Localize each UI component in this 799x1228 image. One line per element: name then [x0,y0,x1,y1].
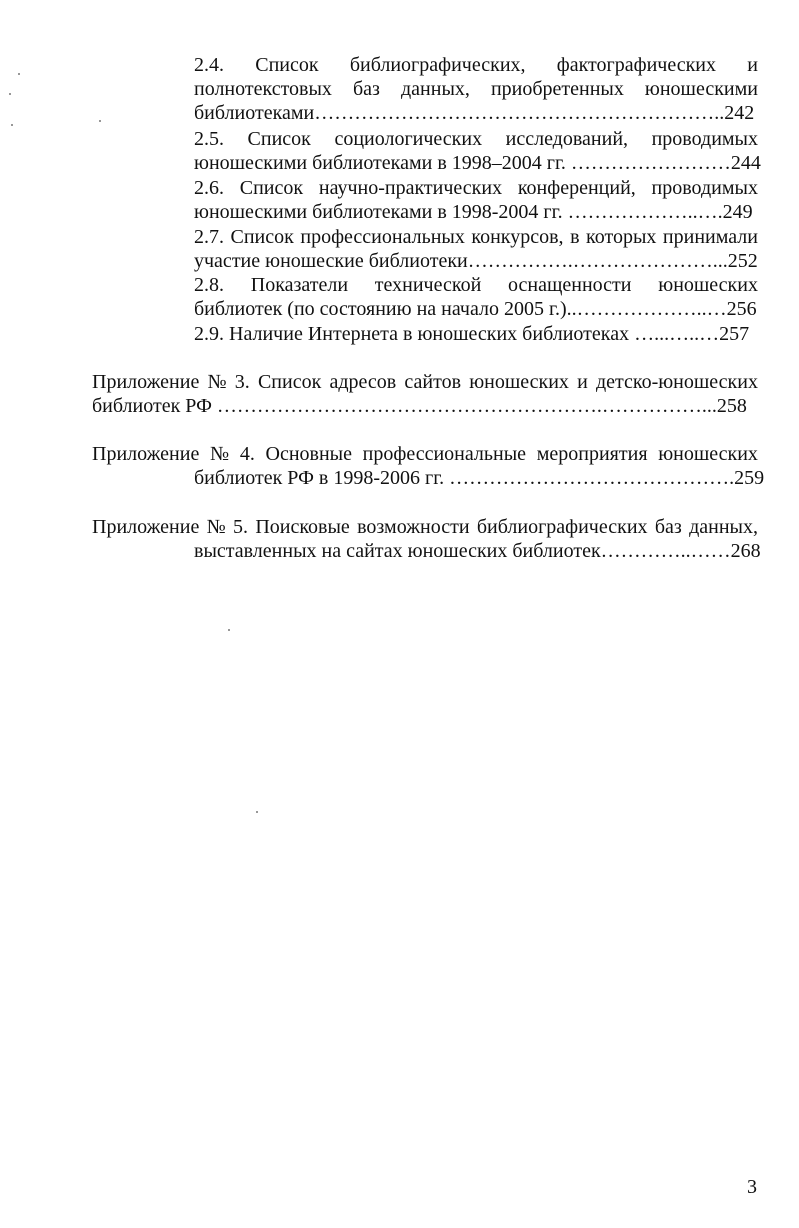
toc-text: фактографических [556,54,717,76]
toc-text: исследований, [505,128,629,150]
toc-text: библиографических [476,516,648,538]
toc-text: 5. [233,516,249,538]
toc-line [0,515,799,539]
toc-text: которых [586,226,657,248]
toc-line [0,466,799,490]
toc-line [0,101,799,125]
toc-text: участие юношеские библиотеки…………….…………………...252 [194,250,758,272]
toc-line [0,127,799,151]
toc-line [0,176,799,200]
toc-text: библиотек РФ ………………………………………………….……………...258 [92,395,747,417]
toc-text: Приложение [92,443,200,465]
toc-text: библиотек РФ в 1998-2006 гг. …………………………………….259 [194,467,765,489]
toc-text: 2.6. [194,177,224,199]
toc-text: 2.7. [194,226,224,248]
toc-text: профессиональные [362,443,527,465]
toc-text: Основные [265,443,352,465]
toc-line [0,200,799,224]
toc-text: сайтов [404,371,462,393]
toc-text: Показатели [250,274,349,296]
toc-text: возможности [357,516,470,538]
toc-text: и [747,54,758,76]
toc-text: № [206,516,226,538]
toc-text: юношеских [469,371,569,393]
toc-text: данных, [689,516,758,538]
toc-text: № [207,371,227,393]
toc-text: Список [239,177,304,199]
toc-text: юношеских [658,443,758,465]
toc-text: социологических [334,128,483,150]
toc-text: и [577,371,588,393]
toc-text: Список [247,128,311,150]
toc-text: 4. [239,443,255,465]
toc-line [0,249,799,273]
toc-line [0,322,799,346]
toc-text: в [570,226,580,248]
toc-line [0,77,799,101]
toc-line [0,225,799,249]
toc-text: Приложение [92,371,200,393]
toc-text: библиотеками……………………………………………………..242 [194,102,755,124]
toc-text: юношескими [644,78,758,100]
toc-line [0,53,799,77]
toc-text: проводимых [651,177,758,199]
toc-text: принимали [662,226,758,248]
toc-line [0,442,799,466]
toc-text: баз [654,516,682,538]
toc-line [0,151,799,175]
toc-line [0,273,799,297]
scan-speck [99,120,101,122]
toc-text: 2.9. Наличие Интернета в юношеских библиотеках …...…..…257 [194,323,750,345]
toc-text: библиографических, [349,54,526,76]
toc-text: Приложение [92,516,200,538]
toc-text: библиотек (по состоянию на начало 2005 г.)..………………..…256 [194,298,757,320]
toc-text: Список [230,226,294,248]
toc-text: юношескими библиотеками в 1998-2004 гг. ………………..….249 [194,201,753,223]
toc-text: полнотекстовых [194,78,332,100]
toc-text: 2.5. [194,128,224,150]
toc-line [0,539,799,563]
toc-text: Поисковые [255,516,350,538]
toc-text: № [210,443,230,465]
toc-text: Список [255,54,319,76]
toc-text: адресов [329,371,397,393]
toc-text: детско-юношеских [595,371,758,393]
scan-speck [9,93,11,95]
toc-line [0,297,799,321]
toc-text: баз [352,78,380,100]
page-number: 3 [747,1176,757,1198]
toc-line [0,370,799,394]
scan-speck [256,811,258,813]
scan-speck [18,73,20,75]
toc-text: 3. [234,371,250,393]
toc-text: 2.8. [194,274,224,296]
toc-text: юношеских [658,274,758,296]
toc-text: мероприятия [536,443,648,465]
toc-line [0,394,799,418]
scan-speck [228,629,230,631]
toc-text: конференций, [517,177,636,199]
toc-text: конкурсов, [471,226,564,248]
toc-text: научно-практических [318,177,503,199]
toc-text: юношескими библиотеками в 1998–2004 гг. ……………………244 [194,152,761,174]
toc-text: проводимых [651,128,758,150]
toc-text: выставленных на сайтах юношеских библиотек…………..……268 [194,540,761,562]
toc-text: Список [257,371,322,393]
toc-text: оснащенности [508,274,632,296]
toc-text: технической [374,274,482,296]
toc-text: приобретенных [490,78,624,100]
toc-text: 2.4. [194,54,224,76]
toc-text: профессиональных [300,226,465,248]
toc-text: данных, [400,78,470,100]
scan-speck [11,124,13,126]
